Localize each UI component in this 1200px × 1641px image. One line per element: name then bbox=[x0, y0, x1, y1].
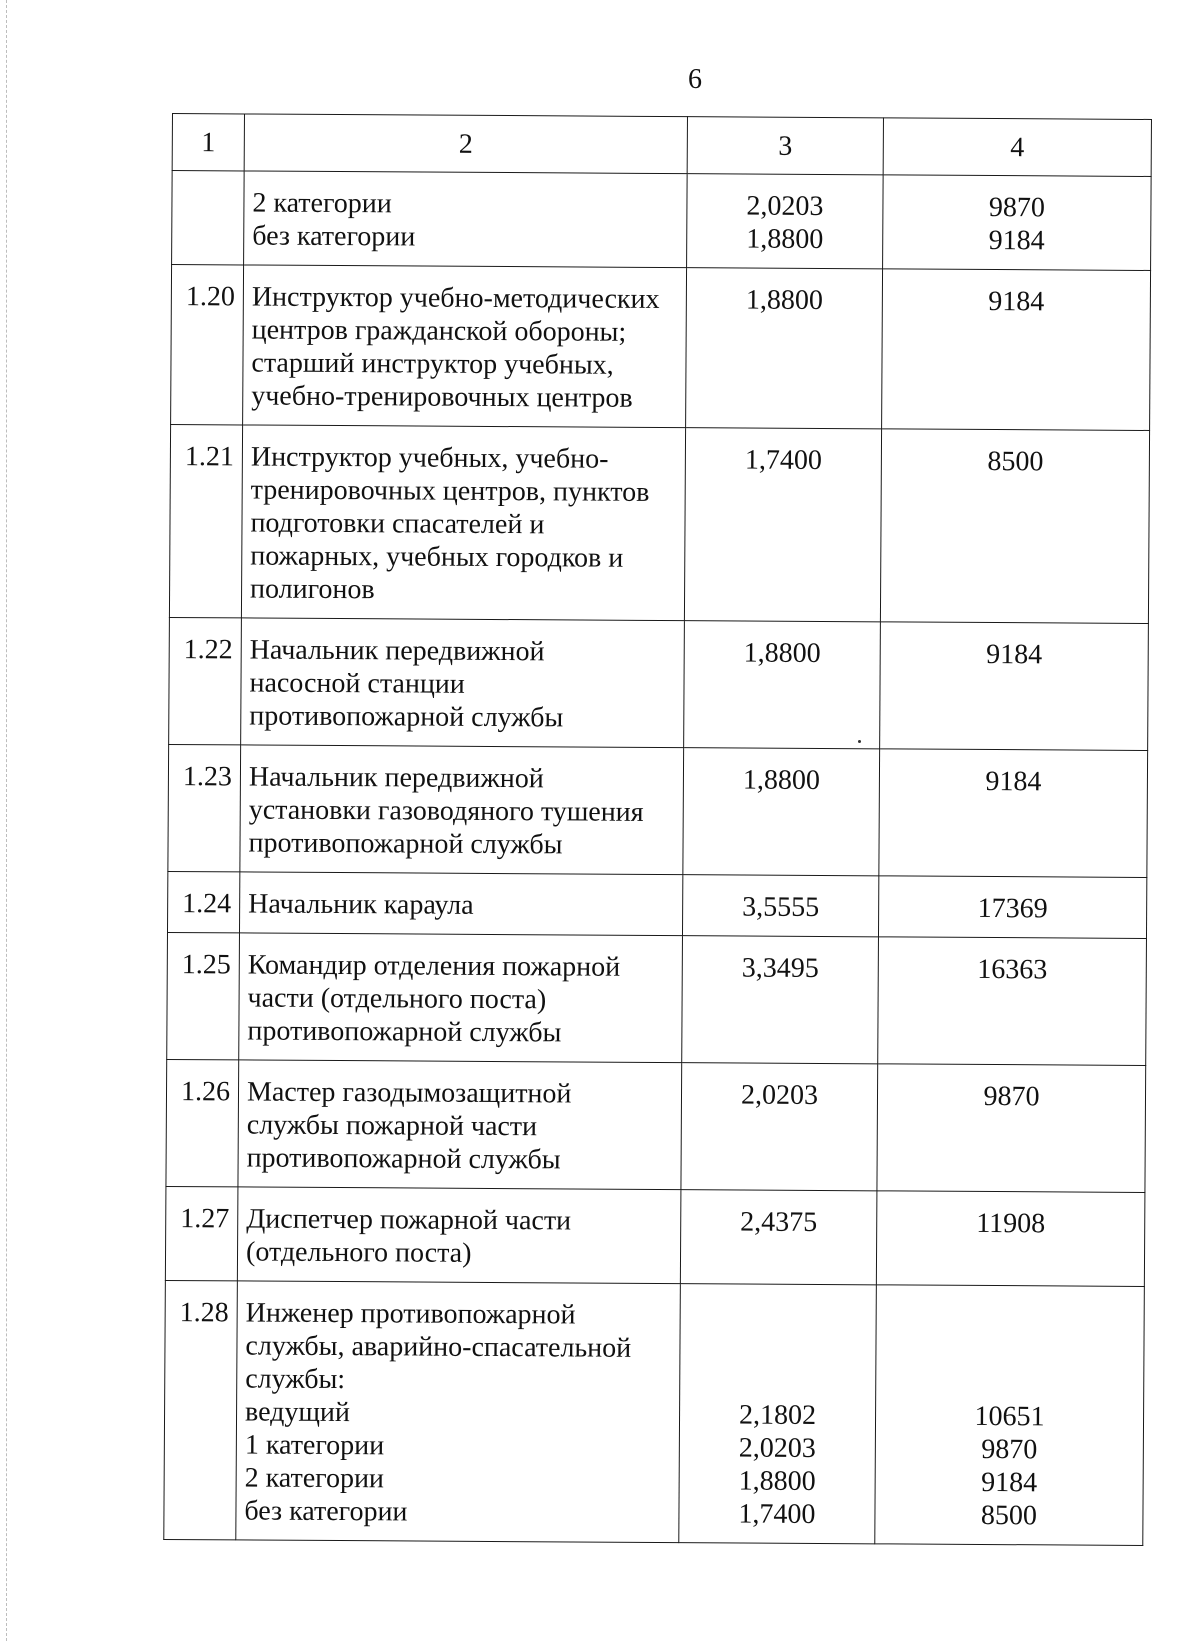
position-name-line: полигонов bbox=[249, 573, 375, 606]
position-name-line: Инструктор учебно-методических bbox=[251, 281, 660, 315]
header-row bbox=[172, 114, 1151, 177]
table-row bbox=[169, 424, 1149, 623]
salary-value-line: 9184 bbox=[986, 638, 1043, 671]
coefficient-value bbox=[679, 1284, 877, 1544]
salary-table bbox=[163, 113, 1152, 1546]
coefficient-value-line: 3,3495 bbox=[741, 952, 819, 984]
salary-value-line: 9870 bbox=[983, 1080, 1040, 1113]
position-name bbox=[236, 1281, 681, 1543]
coefficient-value-line: 2,0203 bbox=[738, 1432, 816, 1464]
coefficient-value bbox=[683, 748, 880, 876]
coefficient-value bbox=[682, 875, 878, 937]
table-row bbox=[167, 932, 1147, 1065]
salary-value-line bbox=[876, 1366, 1143, 1401]
position-name bbox=[239, 872, 682, 936]
salary-value-line: 9184 bbox=[985, 765, 1042, 798]
salary-value-line: 9184 bbox=[988, 285, 1045, 318]
salary-value-line: 11908 bbox=[976, 1207, 1046, 1240]
position-name-line: службы, аварийно-спасательной bbox=[245, 1330, 632, 1364]
position-name bbox=[239, 933, 683, 1063]
scan-speck bbox=[858, 740, 861, 743]
page-number: 6 bbox=[688, 64, 702, 95]
position-name-line: противопожарной службы bbox=[248, 827, 563, 861]
salary-value-line: 8500 bbox=[980, 1499, 1038, 1532]
table-row bbox=[171, 265, 1151, 431]
salary-value bbox=[883, 175, 1152, 271]
position-name-line: части (отдельного поста) bbox=[247, 982, 547, 1016]
coefficient-value bbox=[681, 1063, 878, 1191]
position-name bbox=[238, 1060, 682, 1190]
item-number: 1.28 bbox=[164, 1280, 238, 1539]
table-row bbox=[167, 871, 1146, 938]
coefficient-value bbox=[684, 428, 881, 622]
position-name-line: старший инструктор учебных, bbox=[251, 347, 614, 381]
position-name-line: тренировочных центров, пунктов bbox=[250, 474, 650, 508]
position-name-line: насосной станции bbox=[249, 667, 465, 700]
salary-value bbox=[878, 937, 1147, 1066]
position-name-line: противопожарной службы bbox=[249, 700, 564, 734]
coefficient-value-line: 2,0203 bbox=[746, 190, 824, 222]
table-row bbox=[168, 744, 1148, 877]
item-number: 1.23 bbox=[168, 744, 241, 871]
coefficient-value-line: 1,8800 bbox=[742, 764, 821, 796]
position-name-line: установки газоводяного тушения bbox=[248, 794, 644, 828]
coefficient-value bbox=[686, 268, 883, 429]
position-name bbox=[237, 1187, 681, 1284]
item-number: 1.26 bbox=[166, 1059, 239, 1186]
salary-value bbox=[880, 622, 1149, 751]
coefficient-value-line bbox=[680, 1365, 875, 1399]
position-name-line: Мастер газодымозащитной bbox=[246, 1076, 572, 1110]
salary-value-line: 8500 bbox=[987, 445, 1044, 478]
coefficient-value-line bbox=[681, 1299, 876, 1333]
table-row bbox=[165, 1186, 1145, 1286]
position-name bbox=[244, 171, 688, 268]
item-number: 1.21 bbox=[169, 424, 242, 617]
coefficient-value-line: 2,0203 bbox=[740, 1079, 819, 1111]
position-name-line: противопожарной службы bbox=[246, 1142, 561, 1176]
coefficient-value-line: 3,5555 bbox=[742, 891, 820, 923]
scan-edge-line bbox=[6, 0, 8, 1641]
coefficient-value-line: 2,1802 bbox=[738, 1399, 817, 1431]
coefficient-value bbox=[687, 174, 884, 269]
salary-value-line: 9184 bbox=[981, 1466, 1038, 1499]
item-number: 1.22 bbox=[169, 617, 242, 744]
position-name-line: Командир отделения пожарной bbox=[247, 949, 621, 983]
item-number: 1.20 bbox=[171, 265, 244, 425]
position-name bbox=[241, 425, 685, 621]
position-name-line: Инструктор учебных, учебно- bbox=[250, 441, 609, 475]
header-cell-3: 3 bbox=[687, 117, 883, 175]
coefficient-value-line: 2,4375 bbox=[740, 1206, 818, 1238]
position-name-line: службы пожарной части bbox=[246, 1109, 538, 1143]
position-name-line: 2 категории bbox=[252, 187, 392, 220]
position-name-line: Инженер противопожарной bbox=[245, 1297, 576, 1331]
position-name-line: Диспетчер пожарной части bbox=[246, 1203, 572, 1237]
salary-value bbox=[882, 269, 1151, 431]
position-name-line: центров гражданской обороны; bbox=[251, 314, 627, 348]
coefficient-value-line: 1,8800 bbox=[746, 223, 824, 255]
table-row bbox=[169, 617, 1149, 750]
salary-value-line: 9184 bbox=[988, 224, 1045, 257]
salary-value bbox=[878, 876, 1146, 939]
position-name-line: без категории bbox=[252, 220, 416, 253]
item-number: 1.24 bbox=[167, 871, 239, 932]
coefficient-value bbox=[680, 1190, 877, 1285]
table-row bbox=[166, 1059, 1146, 1192]
position-name bbox=[240, 745, 684, 875]
coefficient-value-line: 1,8800 bbox=[743, 637, 821, 669]
salary-value-line: 9870 bbox=[981, 1433, 1038, 1466]
coefficient-value-line: 1,8800 bbox=[738, 1465, 816, 1497]
salary-value bbox=[879, 749, 1148, 878]
position-name-line: ведущий bbox=[244, 1396, 351, 1429]
header-cell-4: 4 bbox=[883, 118, 1151, 177]
salary-value-line bbox=[876, 1333, 1143, 1368]
position-name-line: без категории bbox=[244, 1495, 408, 1528]
header-cell-2: 2 bbox=[244, 114, 687, 174]
coefficient-value-line: 1,7400 bbox=[744, 444, 822, 476]
salary-value bbox=[880, 429, 1149, 624]
coefficient-value-line: 1,8800 bbox=[745, 284, 823, 316]
coefficient-value bbox=[682, 936, 879, 1064]
table-body bbox=[164, 114, 1152, 1546]
table-row bbox=[164, 1280, 1145, 1545]
position-name-line: (отдельного поста) bbox=[245, 1236, 472, 1269]
item-number bbox=[172, 171, 245, 265]
position-name bbox=[241, 618, 685, 748]
table-container bbox=[163, 113, 1151, 1546]
table-row bbox=[172, 171, 1152, 271]
position-name-line: Начальник передвижной bbox=[249, 634, 545, 668]
salary-value bbox=[877, 1064, 1146, 1193]
coefficient-value bbox=[684, 621, 881, 749]
position-name-line: Начальник передвижной bbox=[248, 761, 544, 795]
coefficient-value-line: 1,7400 bbox=[738, 1498, 816, 1530]
salary-value bbox=[875, 1285, 1145, 1546]
header-cell-1: 1 bbox=[172, 114, 244, 171]
position-name-line: пожарных, учебных городков и bbox=[250, 540, 624, 574]
position-name-line: противопожарной службы bbox=[247, 1015, 562, 1049]
position-name-line: службы: bbox=[245, 1363, 346, 1396]
position-name-line: 1 категории bbox=[244, 1429, 385, 1462]
salary-value-line: 10651 bbox=[974, 1400, 1045, 1433]
coefficient-value-line bbox=[680, 1332, 875, 1366]
salary-value-line: 16363 bbox=[977, 953, 1048, 986]
position-name-line: 2 категории bbox=[244, 1462, 385, 1495]
salary-value-line: 17369 bbox=[977, 892, 1048, 925]
salary-value-line bbox=[877, 1300, 1144, 1335]
item-number: 1.27 bbox=[165, 1186, 238, 1280]
salary-value-line: 9870 bbox=[988, 191, 1046, 224]
item-number: 1.25 bbox=[167, 932, 240, 1059]
position-name-line: учебно-тренировочных центров bbox=[251, 380, 633, 414]
position-name-line: Начальник караула bbox=[248, 888, 474, 921]
position-name bbox=[243, 265, 687, 428]
salary-value bbox=[876, 1191, 1145, 1287]
position-name-line: подготовки спасателей и bbox=[250, 507, 545, 541]
